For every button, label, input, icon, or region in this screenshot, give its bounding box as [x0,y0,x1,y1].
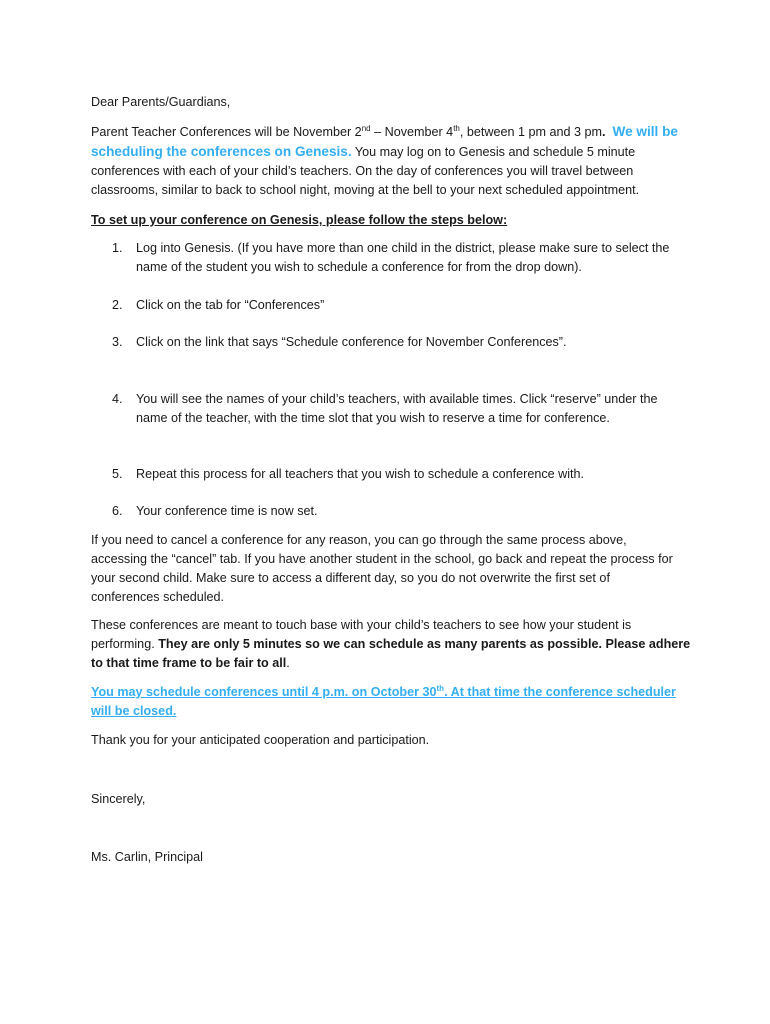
step-number: 2. [112,298,123,312]
purpose-paragraph [91,616,691,673]
deadline-text-2: . At that time the conference scheduler will be closed. [91,685,676,718]
steps-heading: To set up your conference on Genesis, please follow the steps below: [91,213,508,227]
purpose-text: These conferences are meant to touch base with your child’s teachers to see how your student is performing. [91,618,632,651]
step-4 [112,390,677,428]
step-number: 4. [112,392,123,406]
step-text: You will see the names of your child’s teachers, with available times. Click “reserve” under the name of the teacher, with the time slot that you wish to reserve a time for conference. [136,392,658,425]
step-text: Your conference time is now set. [136,504,318,518]
step-text: Click on the link that says “Schedule conference for November Conferences”. [136,335,567,349]
intro-sup-2: th [453,123,460,133]
step-text: Log into Genesis. (If you have more than one child in the district, please make sure to select the name of the student you wish to schedule a conference for from the drop down). [136,241,670,274]
step-number: 1. [112,241,123,255]
step-text: Click on the tab for “Conferences” [136,298,325,312]
step-number: 5. [112,467,123,481]
signature-line: Ms. Carlin, Principal [91,850,203,864]
step-6 [112,502,677,521]
step-number: 6. [112,504,123,518]
intro-sup-1: nd [361,123,371,133]
deadline-paragraph [91,683,691,721]
deadline-sup: th [436,683,445,693]
step-number: 3. [112,335,123,349]
purpose-end: . [286,656,290,670]
step-1 [112,239,677,277]
step-2 [112,296,677,315]
genesis-highlight: We will be scheduling the conferences on Genesis. [91,124,678,159]
cancel-paragraph: If you need to cancel a conference for any reason, you can go through the same process above, accessing the “cancel” tab. If you have another student in the school, go back and repeat the process for your second child. Make sure to access a different day, so you do not overwrite the first set of conferences scheduled. [91,533,673,604]
intro-period: . [602,125,606,139]
intro-text-1: Parent Teacher Conferences will be November 2 [91,125,362,139]
thanks-line: Thank you for your anticipated cooperation and participation. [91,733,430,747]
intro-text-2: – November 4 [370,125,454,139]
deadline-text-1: You may schedule conferences until 4 p.m. on October 30 [91,685,437,699]
intro-text-3: , between 1 pm and 3 pm [459,125,602,139]
step-5 [112,465,677,484]
intro-paragraph [91,122,686,200]
purpose-bold-text: They are only 5 minutes so we can schedule as many parents as possible. Please adhere to that time frame to be fair to all [91,637,691,670]
step-text: Repeat this process for all teachers that you wish to schedule a conference with. [136,467,585,481]
greeting: Dear Parents/Guardians, [91,95,231,109]
step-3 [112,333,677,352]
intro-rest: You may log on to Genesis and schedule 5 minute conferences with each of your child’s teachers. On the day of conferences you will travel between classrooms, similar to back to school night, moving at the bell to your next scheduled appointment. [91,145,640,197]
closing-line: Sincerely, [91,792,146,806]
